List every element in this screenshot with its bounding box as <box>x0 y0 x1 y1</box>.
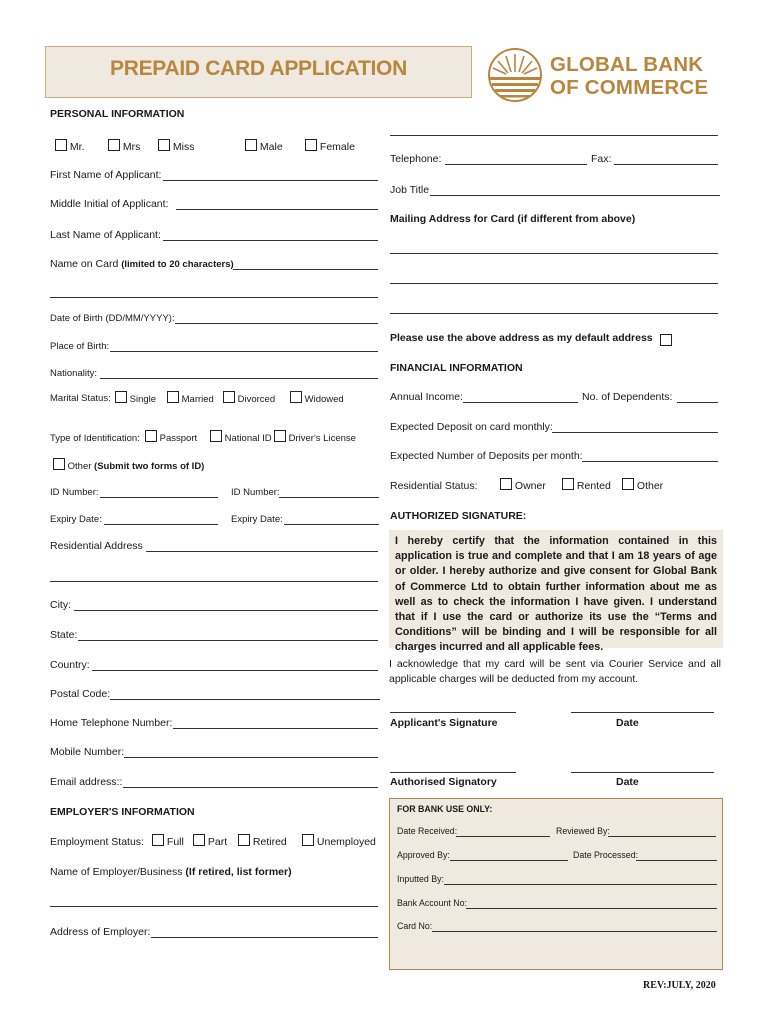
bank-use-only-box <box>389 798 723 970</box>
place-of-birth-field[interactable] <box>110 351 378 352</box>
marital-single-option[interactable]: Single <box>115 391 156 405</box>
employer-info-heading: EMPLOYER'S INFORMATION <box>50 806 195 818</box>
employment-full-option[interactable]: Full <box>152 834 184 848</box>
mailing-address-field-1[interactable] <box>390 253 718 254</box>
expiry-date-1-label: Expiry Date: <box>50 514 102 525</box>
residential-address-label: Residential Address <box>50 540 143 552</box>
city-label: City: <box>50 599 71 611</box>
residential-status-label: Residential Status: <box>390 480 478 492</box>
gender-male-option[interactable]: Male <box>245 139 283 153</box>
first-name-label: First Name of Applicant: <box>50 169 162 181</box>
bank-use-heading: FOR BANK USE ONLY: <box>397 804 493 814</box>
dependents-field[interactable] <box>677 402 718 403</box>
title-mrs-option[interactable]: Mrs <box>108 139 140 153</box>
employer-address-label: Address of Employer: <box>50 926 151 938</box>
acknowledgement-text: I acknowledge that my card will be sent via Courier Service and all applicable charges will be deducted from my account. <box>389 658 721 685</box>
divorced-checkbox[interactable] <box>223 391 235 403</box>
authorised-signatory-field[interactable] <box>390 772 516 773</box>
applicant-date-label: Date <box>616 717 639 729</box>
expiry-date-1-field[interactable] <box>104 524 218 525</box>
approved-by-field[interactable] <box>450 860 568 861</box>
residential-rented-option[interactable]: Rented <box>562 478 611 492</box>
expected-number-label: Expected Number of Deposits per month: <box>390 450 583 462</box>
rented-checkbox[interactable] <box>562 478 574 490</box>
id-number-1-label: ID Number: <box>50 487 99 498</box>
other-id-checkbox[interactable] <box>53 458 65 470</box>
id-passport-option[interactable]: Passport <box>145 430 197 444</box>
title-miss-option[interactable]: Miss <box>158 139 195 153</box>
retired-checkbox[interactable] <box>238 834 250 846</box>
national-id-checkbox[interactable] <box>210 430 222 442</box>
telephone-label: Telephone: <box>390 153 442 165</box>
date-received-label: Date Received: <box>397 826 458 836</box>
city-field[interactable] <box>74 610 378 611</box>
passport-checkbox[interactable] <box>145 430 157 442</box>
title-mr-option[interactable]: Mr. <box>55 139 85 153</box>
expected-deposit-field[interactable] <box>552 432 718 433</box>
name-on-card-extra-field[interactable] <box>50 297 378 298</box>
drivers-license-checkbox[interactable] <box>274 430 286 442</box>
employment-unemployed-option[interactable]: Unemployed <box>302 834 376 848</box>
default-address-label: Please use the above address as my default address <box>390 332 653 344</box>
marital-married-option[interactable]: Married <box>167 391 214 405</box>
authorised-date-field[interactable] <box>571 772 714 773</box>
email-label: Email address:: <box>50 776 123 788</box>
full-checkbox[interactable] <box>152 834 164 846</box>
id-type-label: Type of Identification: <box>50 433 140 444</box>
date-processed-field[interactable] <box>636 860 717 861</box>
date-processed-label: Date Processed: <box>573 850 639 860</box>
expected-deposit-label: Expected Deposit on card monthly: <box>390 421 553 433</box>
personal-info-heading: PERSONAL INFORMATION <box>50 108 185 120</box>
state-field[interactable] <box>78 640 378 641</box>
employment-status-label: Employment Status: <box>50 836 144 848</box>
default-address-checkbox[interactable] <box>660 334 672 346</box>
name-on-card-field[interactable] <box>233 269 378 270</box>
expiry-date-2-label: Expiry Date: <box>231 514 283 525</box>
married-checkbox[interactable] <box>167 391 179 403</box>
home-phone-label: Home Telephone Number: <box>50 717 173 729</box>
fax-label: Fax: <box>591 153 612 165</box>
id-other-option[interactable]: Other (Submit two forms of ID) <box>53 458 204 472</box>
owner-checkbox[interactable] <box>500 478 512 490</box>
female-checkbox[interactable] <box>305 139 317 151</box>
title-banner <box>45 46 472 98</box>
applicant-signature-label: Applicant's Signature <box>390 717 498 729</box>
employment-retired-option[interactable]: Retired <box>238 834 287 848</box>
card-no-label: Card No: <box>397 921 433 931</box>
part-checkbox[interactable] <box>193 834 205 846</box>
residential-owner-option[interactable]: Owner <box>500 478 546 492</box>
date-received-field[interactable] <box>456 836 550 837</box>
applicant-date-field[interactable] <box>571 712 714 713</box>
miss-checkbox[interactable] <box>158 139 170 151</box>
mobile-label: Mobile Number: <box>50 746 125 758</box>
expected-number-field[interactable] <box>582 461 718 462</box>
email-field[interactable] <box>123 787 378 788</box>
middle-initial-field[interactable] <box>176 209 378 210</box>
mailing-address-field-2[interactable] <box>390 283 718 284</box>
inputted-by-field[interactable] <box>444 884 717 885</box>
residential-address-field-2[interactable] <box>50 581 378 582</box>
reviewed-by-field[interactable] <box>608 836 716 837</box>
marital-status-label: Marital Status: <box>50 393 111 404</box>
reviewed-by-label: Reviewed By: <box>556 826 610 836</box>
id-drivers-license-option[interactable]: Driver's License <box>274 430 356 444</box>
marital-widowed-option[interactable]: Widowed <box>290 391 344 405</box>
annual-income-field[interactable] <box>463 402 578 403</box>
right-top-blank-field[interactable] <box>390 135 718 136</box>
applicant-signature-field[interactable] <box>390 712 516 713</box>
mailing-address-heading: Mailing Address for Card (if different from above) <box>390 213 636 225</box>
financial-info-heading: FINANCIAL INFORMATION <box>390 362 523 374</box>
revision-note: REV:JULY, 2020 <box>643 980 716 991</box>
other-residential-checkbox[interactable] <box>622 478 634 490</box>
gender-female-option[interactable]: Female <box>305 139 355 153</box>
mobile-field[interactable] <box>124 757 378 758</box>
employer-address-field[interactable] <box>151 937 378 938</box>
employer-name-field[interactable] <box>50 906 378 907</box>
widowed-checkbox[interactable] <box>290 391 302 403</box>
bank-name-logo: GLOBAL BANK OF COMMERCE <box>550 53 709 99</box>
residential-address-field[interactable] <box>146 551 378 552</box>
unemployed-checkbox[interactable] <box>302 834 314 846</box>
last-name-field[interactable] <box>163 240 378 241</box>
bank-logo-icon <box>484 46 546 104</box>
postal-code-label: Postal Code: <box>50 688 111 700</box>
employer-name-label: Name of Employer/Business (If retired, list former) <box>50 866 292 878</box>
id-number-1-field[interactable] <box>100 497 218 498</box>
job-title-field[interactable] <box>430 195 720 196</box>
name-on-card-label: Name on Card (limited to 20 characters) <box>50 258 234 270</box>
postal-code-field[interactable] <box>110 699 380 700</box>
place-of-birth-label: Place of Birth: <box>50 341 110 352</box>
country-label: Country: <box>50 659 90 671</box>
dependents-label: No. of Dependents: <box>582 391 673 403</box>
id-national-option[interactable]: National ID <box>210 430 272 444</box>
telephone-field[interactable] <box>445 164 587 165</box>
last-name-label: Last Name of Applicant: <box>50 229 161 241</box>
authorized-signature-heading: AUTHORIZED SIGNATURE: <box>390 510 527 522</box>
bank-account-no-field[interactable] <box>466 908 717 909</box>
card-no-field[interactable] <box>432 931 717 932</box>
inputted-by-label: Inputted By: <box>397 874 444 884</box>
nationality-field[interactable] <box>100 378 378 379</box>
dob-field[interactable] <box>175 323 378 324</box>
fax-field[interactable] <box>614 164 718 165</box>
job-title-label: Job Title <box>390 184 430 196</box>
male-checkbox[interactable] <box>245 139 257 151</box>
employment-part-option[interactable]: Part <box>193 834 227 848</box>
mr-checkbox[interactable] <box>55 139 67 151</box>
home-phone-field[interactable] <box>173 728 378 729</box>
single-checkbox[interactable] <box>115 391 127 403</box>
first-name-field[interactable] <box>163 180 378 181</box>
state-label: State: <box>50 629 78 641</box>
nationality-label: Nationality: <box>50 368 97 379</box>
page-title: PREPAID CARD APPLICATION <box>110 57 407 80</box>
certification-text: I hereby certify that the information contained in this application is true and complete and that I am 18 years of age or older. I hereby authorize and give consent for Global Bank of Commerce Ltd to obtain further information about me as well as to check the information I have given. I understand that if I use the card or authorize its use the “Terms and Conditions” will be binding and I will be responsible for all charges incurred and all applicable fees. <box>389 530 723 648</box>
id-number-2-label: ID Number: <box>231 487 280 498</box>
authorised-signatory-label: Authorised Signatory <box>390 776 497 788</box>
mailing-address-field-3[interactable] <box>390 313 718 314</box>
residential-other-option[interactable]: Other <box>622 478 663 492</box>
dob-label: Date of Birth (DD/MM/YYYY): <box>50 313 175 324</box>
id-number-2-field[interactable] <box>279 497 379 498</box>
middle-initial-label: Middle Initial of Applicant: <box>50 198 169 210</box>
approved-by-label: Approved By: <box>397 850 450 860</box>
annual-income-label: Annual Income: <box>390 391 463 403</box>
marital-divorced-option[interactable]: Divorced <box>223 391 275 405</box>
authorised-date-label: Date <box>616 776 639 788</box>
mrs-checkbox[interactable] <box>108 139 120 151</box>
bank-account-no-label: Bank Account No: <box>397 898 467 908</box>
expiry-date-2-field[interactable] <box>284 524 379 525</box>
country-field[interactable] <box>92 670 378 671</box>
